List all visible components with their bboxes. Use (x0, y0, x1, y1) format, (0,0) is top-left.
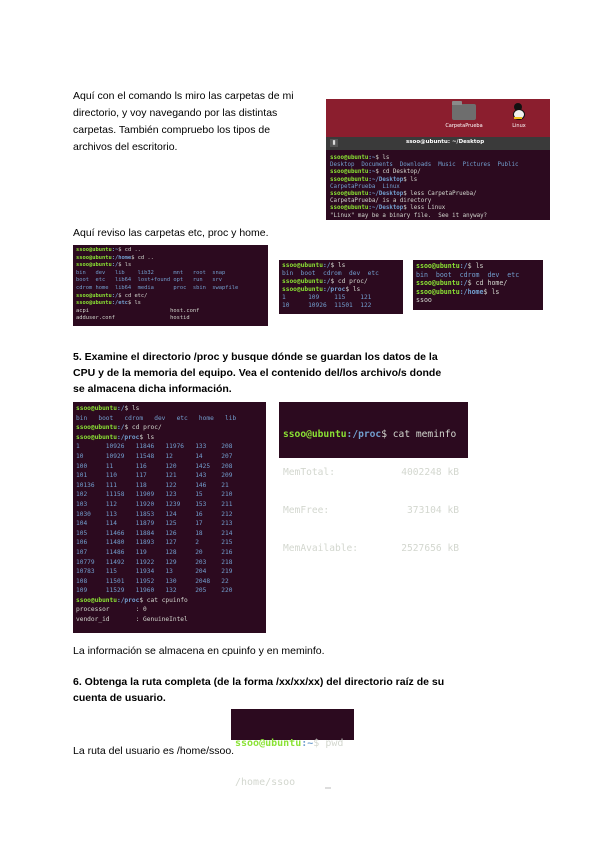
command-text: ls (410, 176, 418, 183)
prompt-end: $ (139, 433, 147, 441)
terminal-line (76, 548, 263, 558)
terminal-line (282, 302, 400, 310)
prompt-user: ssoo@ubuntu (76, 262, 112, 269)
prompt-user: ssoo@ubuntu (416, 279, 460, 288)
prompt-end: $ (131, 254, 138, 261)
terminal-line (76, 596, 263, 606)
terminal-line (330, 213, 548, 220)
command-text: pwd (325, 738, 344, 749)
output-text: 105 11466 11884 126 18 214 (76, 529, 233, 537)
intro-line: carpetas. También compruebo los tipos de (73, 124, 271, 136)
prompt-user: ssoo@ubuntu (282, 262, 323, 269)
prompt-user: ssoo@ubuntu (76, 424, 117, 432)
terminal-line (76, 605, 263, 615)
prompt-path: :~/Desktop (368, 191, 404, 198)
command-text: ls (475, 262, 484, 270)
prompt-path: :/etc (111, 300, 128, 307)
output-text: Desktop Documents Downloads Music Pictures Public (330, 162, 519, 169)
output-text: cdrom home lib64 media proc sbin swapfile (76, 284, 239, 291)
output-text: ssoo (416, 296, 432, 305)
linux-penguin-icon (512, 103, 524, 119)
output-text: 1 109 115 121 (282, 294, 372, 302)
terminal-menu-icon[interactable]: ▮ (330, 139, 338, 147)
prompt-path: :/proc (322, 286, 346, 294)
terminal-etc (73, 245, 268, 326)
terminal-line (76, 423, 263, 433)
intro-line: archivos del escritorio. (73, 141, 178, 153)
terminal-line (76, 262, 265, 270)
terminal-line (76, 471, 263, 481)
question-6-line: 6. Obtenga la ruta completa (de la forma /xx/xx/xx) del directorio raíz de su (73, 676, 445, 688)
prompt-user: ssoo@ubuntu (330, 155, 369, 161)
prompt-user: ssoo@ubuntu (416, 287, 460, 296)
terminal-line (76, 577, 263, 587)
prompt-path: :/ (459, 279, 468, 288)
terminal-titlebar (326, 137, 550, 150)
output-text: 10779 11492 11922 129 203 218 (76, 558, 233, 566)
question-5-line: CPU y de la memoria del equipo. Vea el contenido del/los archivo/s donde (73, 367, 442, 379)
command-text: ls (491, 287, 500, 296)
terminal-line (330, 205, 548, 212)
terminal-line (330, 198, 548, 205)
command-text: cd .. (124, 247, 141, 253)
prompt-end: $ (127, 300, 135, 307)
terminal-line (76, 414, 263, 424)
prompt-user: ssoo@ubuntu (76, 254, 112, 261)
terminal-line (76, 510, 263, 520)
intro-line: directorio, y voy navegando por las distintas (73, 107, 278, 119)
prompt-end: $ (124, 424, 132, 432)
output-text: 1 10926 11846 11976 133 208 (76, 443, 233, 451)
prompt-path: :~/Desktop (368, 205, 404, 212)
prompt-path: :~ (368, 169, 376, 176)
prompt-user: ssoo@ubuntu (76, 405, 117, 412)
prompt-user: ssoo@ubuntu (76, 433, 117, 441)
prompt-path: :/ (459, 262, 468, 270)
prompt-user: ssoo@ubuntu (76, 300, 112, 307)
terminal-line (76, 277, 265, 285)
output-text: bin dev lib lib32 mnt root snap (76, 269, 226, 276)
prompt-user: ssoo@ubuntu (282, 278, 323, 286)
terminal-line (76, 308, 265, 316)
prompt-end: $ (330, 278, 338, 286)
prompt-end: $ (483, 287, 492, 296)
terminal-line (76, 567, 263, 577)
question-5-line: se almacena dicha información. (73, 383, 232, 395)
mem-value: 4002248 kB (401, 466, 459, 478)
output-text: 103 112 11920 1239 153 211 (76, 500, 233, 508)
output-text: 10783 115 11934 13 204 219 (76, 568, 233, 576)
command-text: less CarpetaPrueba/ (410, 191, 477, 198)
terminal-line (330, 162, 548, 169)
command-text: ls (134, 300, 141, 307)
terminal-line (330, 191, 548, 198)
terminal-line (76, 293, 265, 301)
mem-label: MemFree: (283, 504, 330, 516)
output-text: 101 110 117 121 143 209 (76, 472, 233, 480)
output-text: 107 11486 119 128 20 216 (76, 548, 233, 556)
command-text: less Linux (410, 205, 446, 212)
terminal-line (76, 433, 263, 443)
prompt-path: :~ (301, 738, 314, 749)
prompt-end: $ (139, 596, 147, 604)
prompt-path: :~ (111, 247, 119, 253)
output-text: CarpetaPrueba Linux (330, 183, 400, 190)
prompt-end: $ (124, 405, 132, 412)
output-text: 102 11158 11909 123 15 210 (76, 491, 233, 499)
command-text: cd home/ (475, 279, 508, 288)
prompt-path: :/home (459, 287, 484, 296)
terminal-line (76, 452, 263, 462)
prompt-path: :/proc (116, 596, 140, 604)
mem-label: MemTotal: (283, 466, 335, 478)
terminal-line (76, 404, 263, 414)
mem-value: 2527656 kB (401, 542, 459, 554)
prompt-end: $ (118, 292, 125, 299)
terminal-line (76, 270, 265, 278)
output-text: "Linux" may be a binary file. See it anyway? (330, 212, 488, 219)
prompt-user: ssoo@ubuntu (76, 292, 112, 299)
command-text: cd proc/ (131, 424, 162, 432)
output-text: bin boot cdrom dev etc home lib (76, 414, 237, 422)
prompt-path: :/ (111, 292, 119, 299)
output-text: CarpetaPrueba/ is a directory (330, 198, 432, 205)
prompt-end: $ (403, 176, 411, 183)
mem-label: MemAvailable: (283, 542, 359, 554)
prompt-path: :~/Desktop (368, 176, 404, 183)
terminal-line (282, 294, 400, 302)
prompt-path: :/proc (346, 429, 382, 441)
output-text: 10136 111 118 122 146 21 (76, 481, 229, 489)
prompt-path: :/home (111, 254, 132, 261)
prompt-end: $ (381, 429, 393, 441)
terminal-line (76, 558, 263, 568)
terminal-line (76, 462, 263, 472)
terminal-line (416, 279, 540, 288)
question-5-answer: La información se almacena en cpuinfo y en meminfo. (73, 645, 325, 657)
output-text: adduser.conf hostid (76, 315, 190, 322)
terminal-line (76, 247, 265, 255)
command-text: cd Desktop/ (382, 169, 421, 176)
prompt-end: $ (467, 279, 476, 288)
output-text: processor : 0 (76, 606, 147, 614)
output-text: 10 10929 11548 12 14 207 (76, 452, 233, 460)
prompt-user: ssoo@ubuntu (330, 191, 369, 198)
output-text: 108 11501 11952 130 2048 22 (76, 577, 229, 585)
command-text: cat cpuinfo (146, 596, 188, 604)
command-text: ls (352, 286, 361, 294)
terminal-line (76, 315, 265, 323)
prompt-user: ssoo@ubuntu (330, 169, 369, 176)
command-text: ls (124, 262, 132, 269)
prompt-end: $ (375, 169, 383, 176)
prompt-path: :~ (368, 155, 376, 161)
terminal-home-small (413, 260, 543, 310)
intro-line: Aquí con el comando ls miro las carpetas de mi (73, 90, 294, 102)
output-text: bin boot cdrom dev etc (282, 270, 379, 278)
terminal-line (76, 615, 263, 625)
terminal-proc-small (279, 260, 403, 314)
terminal-line (282, 270, 400, 278)
terminal-pwd (231, 709, 354, 788)
prompt-user: ssoo@ubuntu (416, 262, 460, 270)
terminal-line (416, 262, 540, 271)
command-text: ls (382, 155, 390, 161)
prompt-path: :/ (116, 405, 125, 412)
prompt-path: :/ (322, 262, 331, 269)
question-6-heading (73, 674, 503, 706)
command-text: ls (146, 433, 155, 441)
output-text: 106 11480 11893 127 2 215 (76, 539, 233, 547)
terminal-line (76, 519, 263, 529)
command-text: cd proc/ (337, 278, 368, 286)
command-text: cd .. (137, 254, 154, 261)
terminal-line (76, 255, 265, 263)
folder-icon (452, 104, 476, 120)
terminal-line (76, 529, 263, 539)
prompt-end: $ (330, 262, 338, 269)
terminal-line (330, 155, 548, 162)
terminal-title: ssoo@ubuntu: ~/Desktop (406, 139, 485, 145)
terminal-line (416, 271, 540, 280)
prompt-end: $ (345, 286, 353, 294)
command-text: ls (131, 405, 140, 412)
output-text: boot etc lib64 lost+found opt run srv (76, 277, 223, 284)
prompt-end: $ (467, 262, 476, 270)
terminal-line (330, 177, 548, 184)
prompt-end: $ (403, 191, 411, 198)
prompt-end: $ (375, 155, 383, 161)
linux-label: Linux (512, 123, 526, 129)
prompt-user: ssoo@ubuntu (235, 738, 302, 749)
command-text: ls (337, 262, 346, 269)
output-text: bin boot cdrom dev etc (416, 270, 520, 279)
terminal-line (282, 278, 400, 286)
desktop-terminal-output (328, 154, 550, 220)
terminal-line (416, 296, 540, 305)
terminal-line (76, 481, 263, 491)
question-6-line: cuenta de usuario. (73, 692, 166, 704)
output-text: 100 11 116 120 1425 208 (76, 462, 233, 470)
output-text: acpi host.conf (76, 307, 200, 314)
mem-value: 373104 kB (407, 504, 459, 516)
output-text: 10 10926 11501 122 (282, 302, 372, 310)
terminal-line (76, 442, 263, 452)
question-5-line: 5. Examine el directorio /proc y busque dónde se guardan los datos de la (73, 351, 438, 363)
prompt-user: ssoo@ubuntu (76, 247, 112, 253)
prompt-path: :/proc (116, 433, 140, 441)
output-text: 104 114 11879 125 17 213 (76, 520, 233, 528)
terminal-line (76, 586, 263, 596)
prompt-path: :/ (111, 262, 119, 269)
prompt-user: ssoo@ubuntu (330, 176, 369, 183)
terminal-proc-listing (73, 402, 266, 633)
prompt-path: :/ (322, 278, 331, 286)
prompt-user: ssoo@ubuntu (76, 596, 117, 604)
command-text: cd etc/ (124, 292, 148, 299)
terminal-line (76, 500, 263, 510)
terminal-line (282, 262, 400, 270)
output-text: 109 11529 11960 132 205 220 (76, 587, 233, 595)
prompt-end: $ (403, 205, 411, 212)
terminal-line (330, 184, 548, 191)
prompt-user: ssoo@ubuntu (282, 286, 323, 294)
question-5-heading (73, 349, 493, 397)
cursor (325, 787, 331, 789)
terminal-line (330, 169, 548, 176)
output-text: vendor_id : GenuineIntel (76, 616, 188, 624)
terminal-line (282, 286, 400, 294)
terminal-line (76, 490, 263, 500)
command-text: cat meminfo (392, 429, 457, 441)
prompt-end: $ (118, 262, 125, 269)
question-6-answer: La ruta del usuario es /home/ssoo. (73, 745, 235, 757)
prompt-path: :/ (116, 424, 125, 432)
prompt-user: ssoo@ubuntu (283, 429, 347, 441)
etc-caption: Aquí reviso las carpetas etc, proc y home. (73, 227, 269, 239)
pwd-output: /home/ssoo (235, 777, 296, 788)
terminal-line (416, 288, 540, 297)
output-text: 1030 113 11853 124 16 212 (76, 510, 233, 518)
prompt-end: $ (313, 738, 326, 749)
prompt-end: $ (118, 247, 125, 253)
folder-label: CarpetaPrueba (445, 123, 483, 129)
terminal-line (76, 285, 265, 293)
desktop-screenshot (326, 99, 550, 220)
terminal-line (76, 300, 265, 308)
prompt-user: ssoo@ubuntu (330, 205, 369, 212)
terminal-line (76, 538, 263, 548)
terminal-meminfo (279, 402, 468, 554)
intro-paragraph (73, 88, 323, 156)
